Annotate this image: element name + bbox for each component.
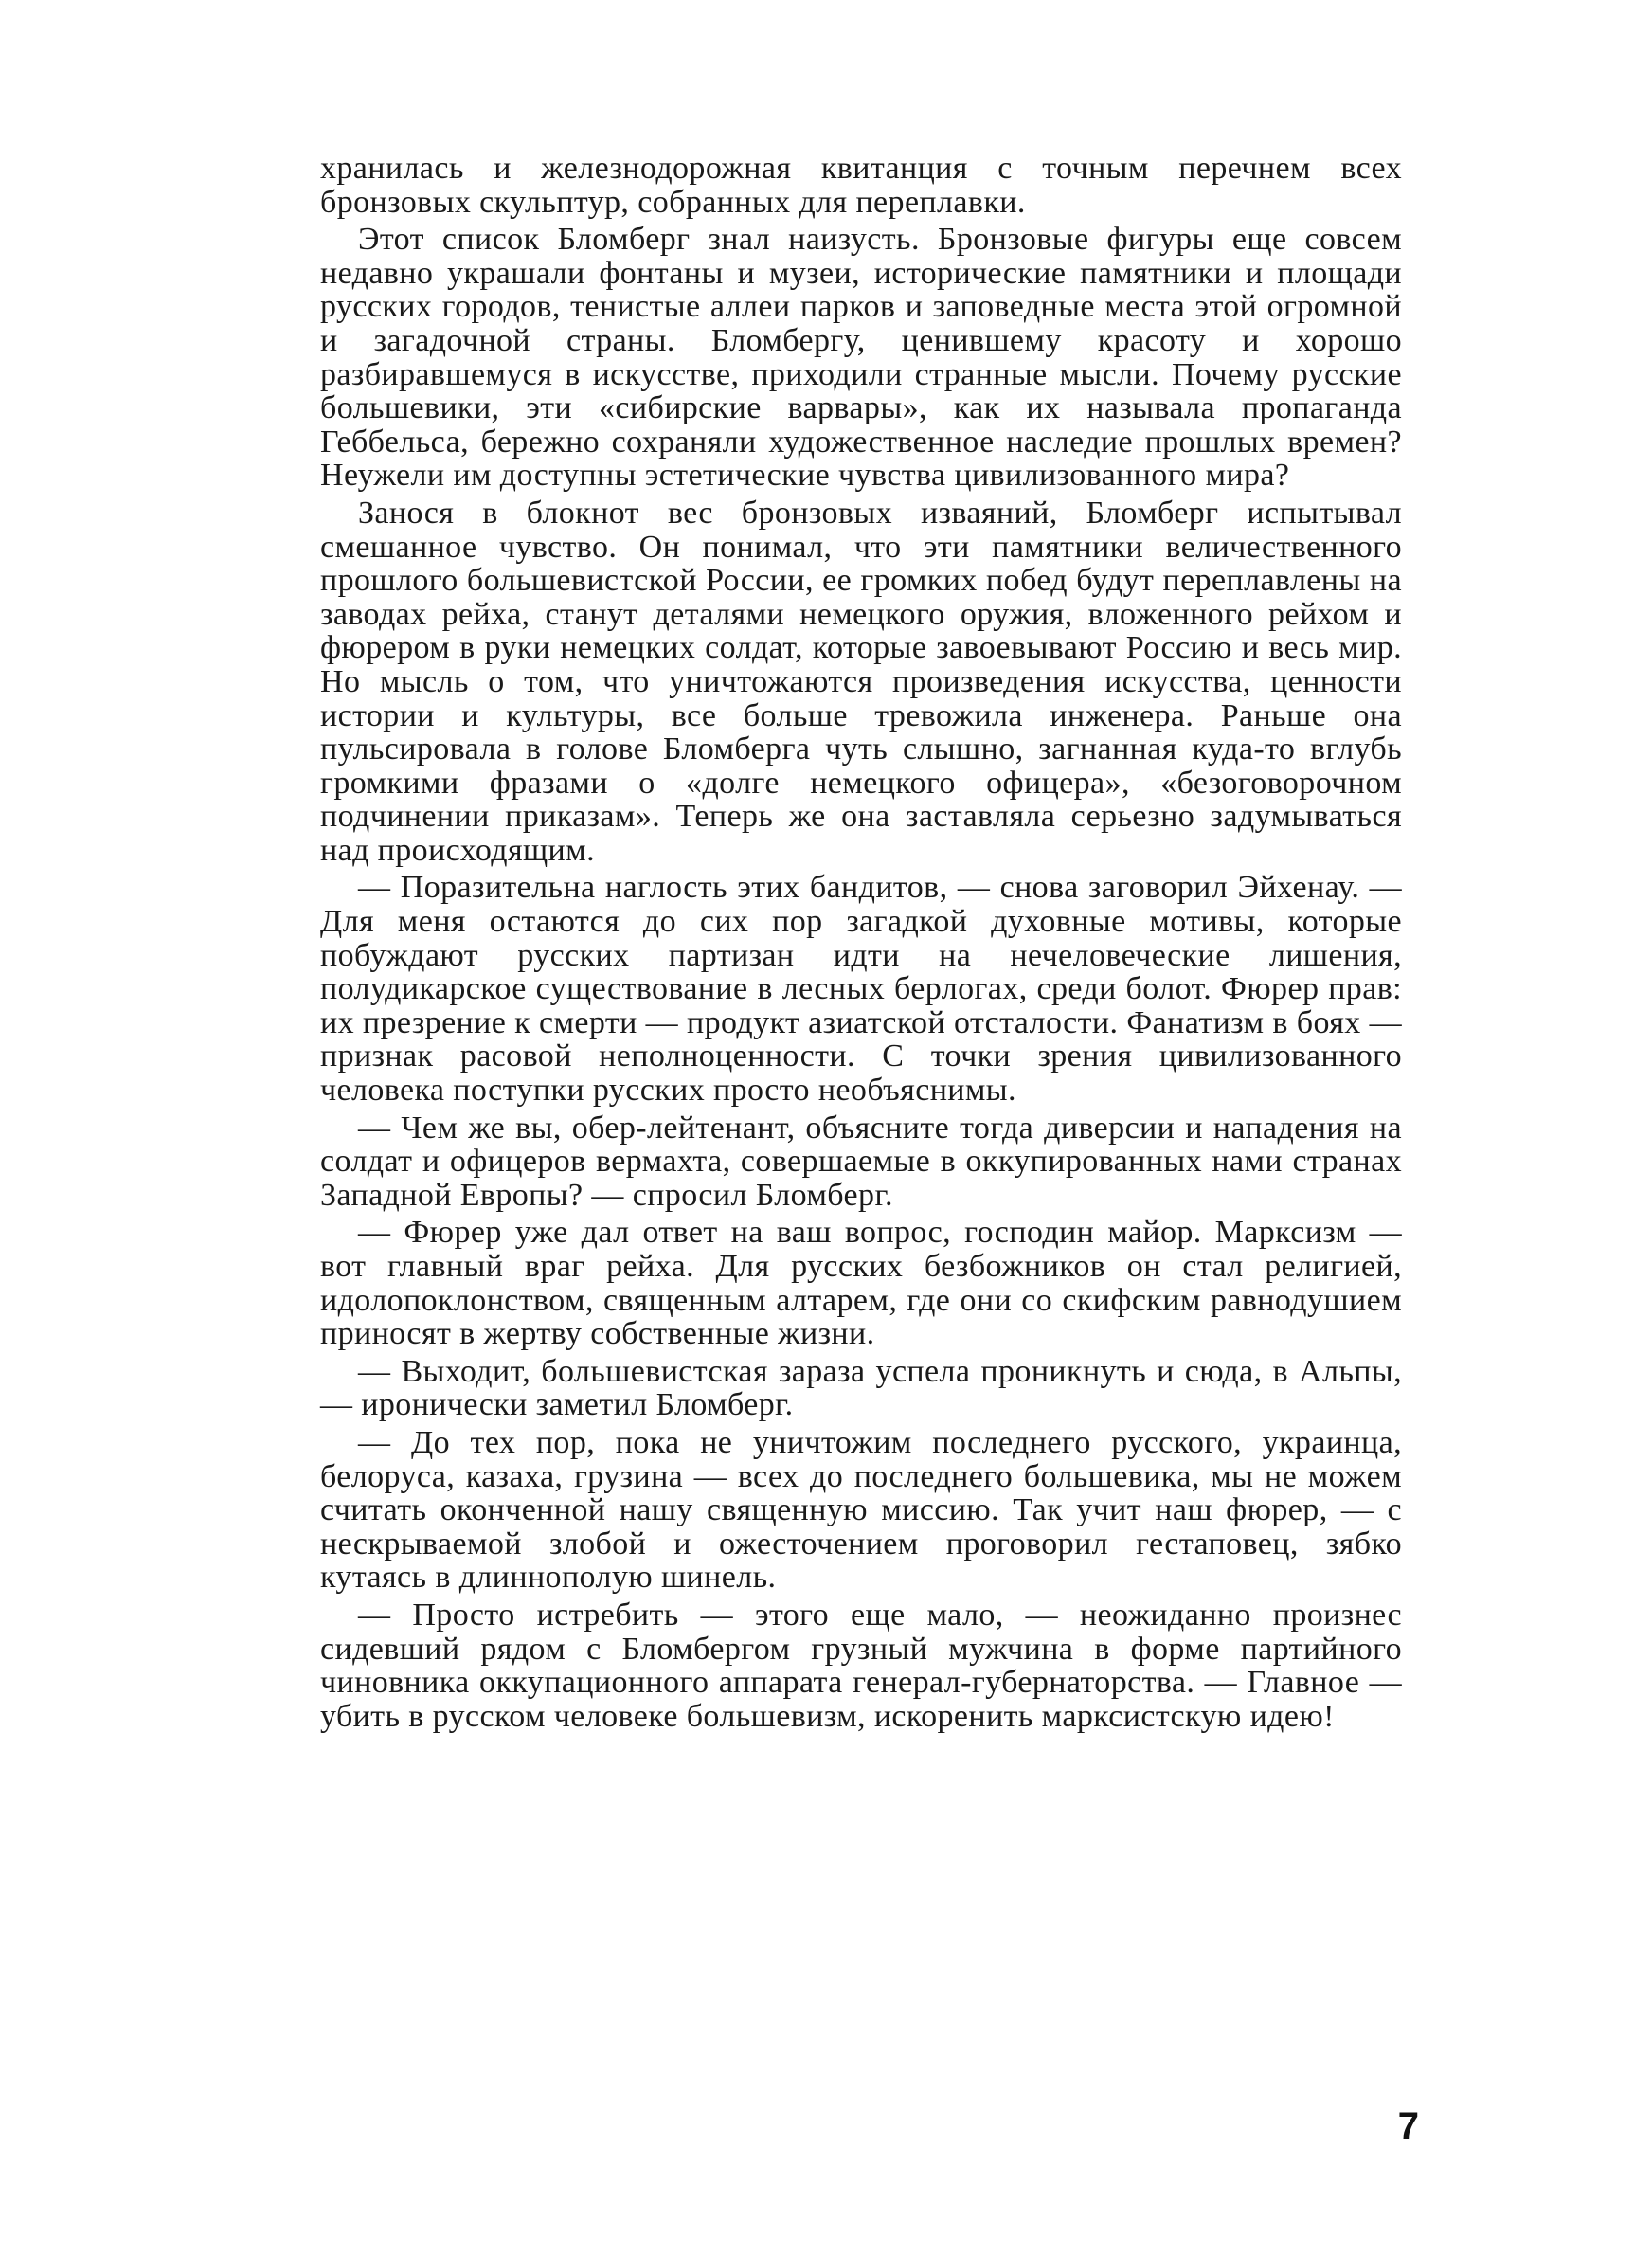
paragraph-dialogue: — До тех пор, пока не уничтожим последнего русского, украинца, белоруса, казаха, грузина — всех до последнего большевика, мы не можем считать оконченной нашу священную миссию. Так учит наш фюрер, — с нескрываемой злобой и ожесточением проговорил гестаповец, зябко кутаясь в длиннополую шинель. <box>320 1424 1402 1596</box>
paragraph-continuation: хранилась и железнодорожная квитанция с точным перечнем всех бронзовых скульптур, собранных для переплавки. <box>320 151 1402 220</box>
paragraph-dialogue: — Чем же вы, обер-лейтенант, объясните тогда диверсии и нападения на солдат и офицеров вермахта, совершаемые в оккупированных нами странах Западной Европы? — спросил Бломберг. <box>320 1110 1402 1213</box>
paragraph-dialogue: — Фюрер уже дал ответ на ваш вопрос, господин майор. Марксизм — вот главный враг рейха. Для русских безбожников он стал религией, идолопоклонством, священным алтарем, где они со скифским равнодушием приносят в жертву собственные жизни. <box>320 1215 1402 1352</box>
paragraph: Занося в блокнот вес бронзовых изваяний, Бломберг испытывал смешанное чувство. Он понимал, что эти памятники величественного прошлого большевистской России, ее громких побед будут переплавлены на заводах рейха, станут деталями немецкого оружия, вложенного рейхом и фюрером в руки немецких солдат, которые завоевывают Россию и весь мир. Но мысль о том, что уничтожаются произведения искусства, ценности истории и культуры, все больше тревожила инженера. Раньше она пульсировала в голове Бломберга чуть слышно, загнанная куда-то вглубь громкими фразами о «долге немецкого офицера», «безоговорочном подчинении приказам». Теперь же она заставляла серьезно задумываться над происходящим. <box>320 495 1402 868</box>
body-text <box>320 152 1402 1737</box>
paragraph-dialogue: — Поразительна наглость этих бандитов, — снова заговорил Эйхенау. — Для меня остаются до сих пор загадкой духовные мотивы, которые побуждают русских партизан идти на нечеловеческие лишения, полудикарское существование в лесных берлогах, среди болот. Фюрер прав: их презрение к смерти — продукт азиатской отсталости. Фанатизм в боях — признак расовой неполноценности. С точки зрения цивилизованного человека поступки русских просто необъяснимы. <box>320 870 1402 1109</box>
paragraph-dialogue: — Выходит, большевистская зараза успела проникнуть и сюда, в Альпы, — иронически заметил Бломберг. <box>320 1353 1402 1423</box>
paragraph: Этот список Бломберг знал наизусть. Бронзовые фигуры еще совсем недавно украшали фонтаны и музеи, исторические памятники и площади русских городов, тенистые аллеи парков и заповедные места этой огромной и загадочной страны. Бломбергу, ценившему красоту и хорошо разбиравшемуся в искусстве, приходили странные мысли. Почему русские большевики, эти «сибирские варвары», как их называла пропаганда Геббельса, бережно сохраняли художественное наследие прошлых времен? Неужели им доступны эстетические чувства цивилизованного мира? <box>320 222 1402 494</box>
page-number: 7 <box>1397 2105 1419 2147</box>
paragraph-dialogue: — Просто истребить — этого еще мало, — неожиданно произнес сидевший рядом с Бломбергом грузный мужчина в форме партийного чиновника оккупационного аппарата генерал-губернаторства. — Главное — убить в русском человеке большевизм, искоренить марксистскую идею! <box>320 1597 1402 1734</box>
